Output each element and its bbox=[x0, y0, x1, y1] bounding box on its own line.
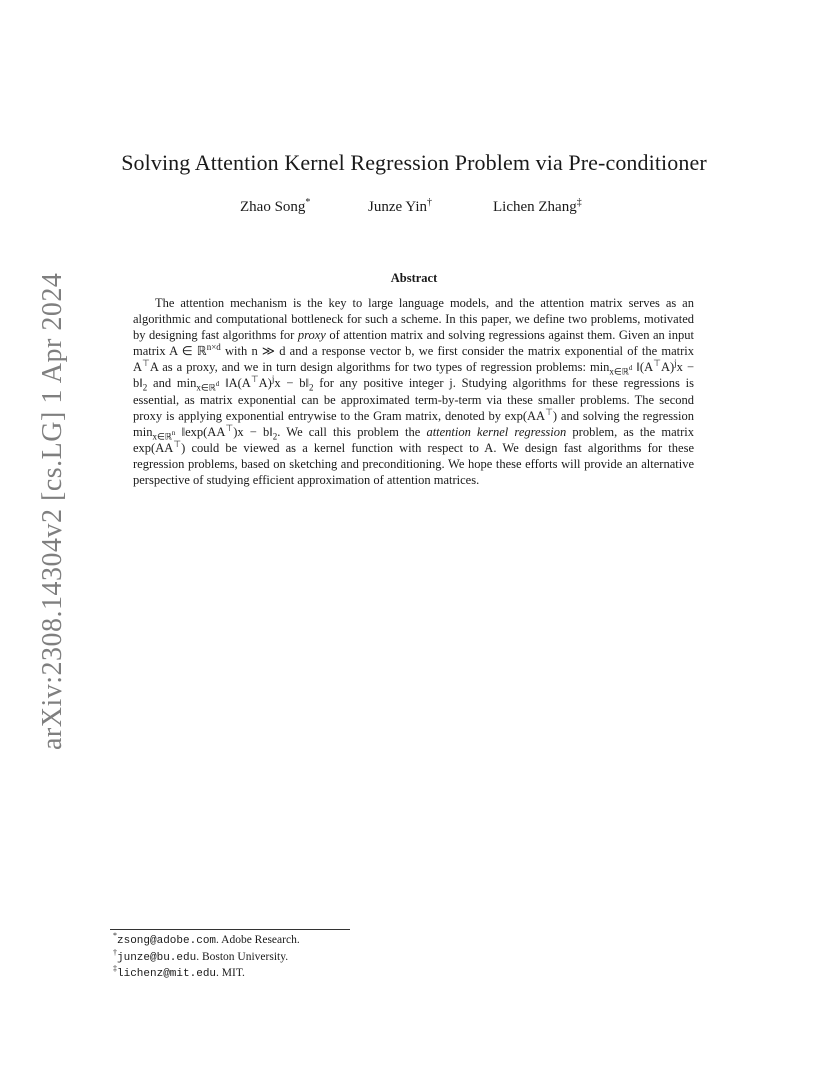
footnote-mark: † bbox=[113, 947, 117, 957]
author-affiliation: . Boston University. bbox=[196, 950, 289, 963]
abstract-heading: Abstract bbox=[390, 271, 438, 285]
abstract-segment: j bbox=[674, 358, 677, 369]
author-footnote-mark: † bbox=[427, 197, 433, 208]
abstract-segment: x∈ℝ bbox=[152, 431, 172, 442]
abstract-segment: n×d bbox=[206, 342, 221, 353]
abstract-segment: 2 bbox=[272, 431, 278, 442]
abstract-segment: ⊤ bbox=[225, 422, 234, 433]
abstract-segment: problem, as the matrix exp(AA bbox=[133, 424, 694, 455]
abstract-segment: x∈ℝ bbox=[609, 366, 629, 377]
author-affiliation: . MIT. bbox=[216, 967, 245, 979]
abstract-segment: A) bbox=[660, 360, 675, 375]
abstract-segment: A) bbox=[258, 376, 272, 391]
author-email: lichenz@mit.edu bbox=[117, 968, 217, 980]
footnotes bbox=[113, 933, 513, 983]
footnote-mark: ‡ bbox=[113, 964, 117, 974]
footnote-1 bbox=[113, 933, 513, 950]
abstract-segment: d bbox=[215, 380, 220, 389]
abstract-segment: x − b‖ bbox=[274, 376, 309, 391]
abstract-segment: x∈ℝ bbox=[196, 382, 216, 393]
abstract-segment: ⊤ bbox=[653, 358, 661, 369]
abstract-segment: 2 bbox=[142, 382, 148, 393]
abstract-segment: x − b‖ bbox=[133, 360, 694, 391]
abstract-segment: ) and solving the regression min bbox=[133, 408, 694, 439]
author-email: zsong@adobe.com bbox=[117, 935, 217, 947]
abstract-segment: ‖exp(AA bbox=[175, 424, 226, 439]
author-3 bbox=[493, 199, 582, 216]
abstract-segment: A as a proxy, and we in turn design algorithms for two types of regression problems: min bbox=[149, 360, 610, 375]
abstract-segment: . We call this problem the bbox=[277, 424, 427, 439]
footnote-2 bbox=[113, 947, 513, 967]
abstract-segment: )x − b‖ bbox=[233, 424, 273, 439]
abstract-segment: ⊤ bbox=[545, 406, 553, 417]
abstract-segment: j bbox=[271, 374, 275, 385]
author-name: Lichen Zhang bbox=[493, 199, 577, 215]
abstract-segment: and min bbox=[147, 376, 197, 391]
abstract-segment: of attention matrix and solving regressions against them. Given an input matrix A ∈ ℝ bbox=[133, 328, 694, 359]
abstract-segment: proxy bbox=[297, 328, 326, 343]
abstract-segment: ⊤ bbox=[142, 358, 150, 369]
abstract-segment: ‖(A bbox=[632, 360, 654, 375]
abstract-segment: The attention mechanism is the key to large language models, and the attention matrix serves as an algorithmic and computational bottleneck for such a scheme. In this paper, we define two problems, motivated by designing fast algorithms for bbox=[133, 296, 694, 343]
abstract-segment: with n ≫ d and a response vector b, we first consider the matrix exponential of the matrix A bbox=[133, 344, 694, 375]
author-footnote-mark: ‡ bbox=[576, 197, 582, 208]
abstract-segment: d bbox=[628, 364, 633, 373]
abstract-segment: ‖A(A bbox=[219, 376, 251, 391]
arxiv-identifier-stamp: arXiv:2308.14304v2 [cs.LG] 1 Apr 2024 bbox=[37, 272, 68, 750]
author-name: Zhao Song bbox=[240, 199, 306, 215]
abstract-segment: ⊤ bbox=[173, 438, 182, 449]
author-2 bbox=[368, 199, 432, 216]
abstract-segment: attention kernel regression bbox=[426, 424, 567, 439]
footnote-divider bbox=[110, 929, 350, 930]
abstract-segment: 2 bbox=[309, 382, 314, 393]
abstract-body bbox=[133, 295, 694, 488]
abstract-segment: n bbox=[171, 428, 176, 437]
author-affiliation: . Adobe Research. bbox=[216, 934, 300, 946]
footnote-mark: * bbox=[113, 931, 117, 941]
abstract-segment: for any positive integer j. Studying algorithms for these regressions is essential, as matrix exponential can be approximated term-by-term via these smaller problems. The second proxy is applying exponential entrywise to the Gram matrix, denoted by exp(AA bbox=[133, 376, 695, 423]
author-1 bbox=[240, 199, 310, 216]
author-footnote-mark: * bbox=[305, 197, 311, 208]
footnote-3 bbox=[113, 966, 513, 983]
author-email: junze@bu.edu bbox=[117, 951, 197, 964]
author-name: Junze Yin bbox=[368, 199, 428, 215]
abstract-segment: ⊤ bbox=[250, 374, 259, 385]
abstract-segment: ) could be viewed as a kernel function with respect to A. We design fast algorithms for these regression problems, based on sketching and preconditioning. We hope these efforts will provide an alternative perspective of studying efficient approximation of attention matrices. bbox=[133, 440, 694, 488]
paper-title: Solving Attention Kernel Regression Problem via Pre-conditioner bbox=[121, 150, 707, 175]
